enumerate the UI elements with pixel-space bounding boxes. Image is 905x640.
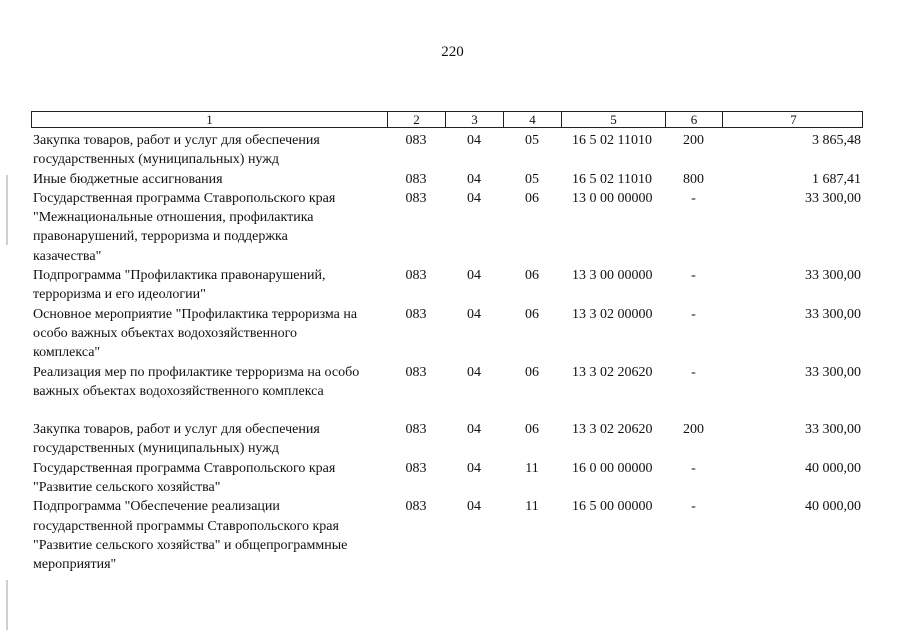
cell-subsection: 06 — [525, 190, 539, 206]
page-number: 220 — [441, 44, 464, 60]
row-name-line: "Развитие сельского хозяйства" — [33, 480, 221, 496]
column-header: 1 — [32, 112, 388, 127]
row-name-line: особо важных объектах водохозяйственного — [33, 325, 298, 341]
table-row — [31, 266, 863, 305]
cell-target-code: 13 3 02 20620 — [572, 422, 653, 438]
cell-section: 04 — [467, 460, 481, 476]
table-row — [31, 131, 863, 170]
cell-target-code: 13 3 02 00000 — [572, 306, 653, 322]
row-name-line: правонарушений, терроризма и поддержка — [33, 229, 288, 245]
row-name — [31, 459, 387, 498]
cell-expense-type: - — [691, 268, 696, 284]
cell-ministry: 083 — [405, 268, 427, 284]
cell-expense-type: - — [691, 190, 696, 206]
cell-amount: 33 300,00 — [805, 190, 861, 206]
row-name-line: важных объектах водохозяйственного комплекса — [33, 383, 324, 399]
cell-ministry: 083 — [405, 133, 427, 148]
column-header: 7 — [790, 112, 797, 127]
cell-expense-type: 800 — [683, 171, 704, 187]
row-name — [31, 363, 387, 402]
cell-target-code: 13 3 00 00000 — [572, 268, 653, 284]
cell-section: 04 — [467, 268, 481, 284]
row-name-line: Иные бюджетные ассигнования — [33, 171, 223, 187]
table-row — [31, 170, 863, 189]
row-name — [31, 305, 387, 363]
row-name — [31, 131, 387, 170]
cell-expense-type: 200 — [683, 422, 704, 438]
row-name-line: "Развитие сельского хозяйства" и общепрограммные — [33, 537, 348, 553]
row-name-line: Подпрограмма "Обеспечение реализации — [33, 499, 280, 515]
cell-subsection: 06 — [525, 422, 539, 438]
cell-expense-type: - — [691, 306, 696, 322]
row-name-line: государственных (муниципальных) нужд — [33, 441, 280, 457]
cell-amount: 33 300,00 — [805, 364, 861, 380]
cell-target-code: 16 5 02 11010 — [572, 133, 652, 148]
cell-subsection: 05 — [525, 171, 539, 187]
cell-section: 04 — [467, 306, 481, 322]
row-name-line: терроризма и его идеологии" — [33, 287, 206, 303]
table-body — [31, 131, 863, 575]
row-name-line: Основное мероприятие "Профилактика терроризма на — [33, 306, 358, 322]
cell-target-code: 16 5 00 00000 — [572, 499, 653, 515]
cell-section: 04 — [467, 364, 481, 380]
cell-amount: 40 000,00 — [805, 499, 861, 515]
row-name-line: Государственная программа Ставропольского края — [33, 460, 336, 476]
cell-amount: 40 000,00 — [805, 460, 861, 476]
cell-ministry: 083 — [405, 364, 427, 380]
row-name-line: Реализация мер по профилактике терроризма на особо — [33, 364, 360, 380]
table-row — [31, 363, 863, 402]
column-header: 5 — [562, 112, 666, 127]
cell-subsection: 06 — [525, 268, 539, 284]
row-name — [31, 266, 387, 305]
cell-section: 04 — [467, 171, 481, 187]
cell-ministry: 083 — [405, 460, 427, 476]
row-name — [31, 420, 387, 459]
cell-target-code: 16 0 00 00000 — [572, 460, 653, 476]
row-name-line: государственной программы Ставропольского края — [33, 518, 339, 534]
cell-amount: 33 300,00 — [805, 422, 861, 438]
row-name — [31, 170, 387, 189]
row-name-line: государственных (муниципальных) нужд — [33, 152, 280, 168]
table-row — [31, 305, 863, 363]
cell-amount: 33 300,00 — [805, 306, 861, 322]
cell-amount: 33 300,00 — [805, 268, 861, 284]
column-header: 3 — [446, 112, 504, 127]
cell-target-code: 13 3 02 20620 — [572, 364, 653, 380]
cell-ministry: 083 — [405, 499, 427, 515]
cell-expense-type: - — [691, 364, 696, 380]
cell-section: 04 — [467, 499, 481, 515]
table-row — [31, 420, 863, 459]
row-name-line: мероприятия" — [33, 557, 117, 573]
table-header — [31, 111, 863, 128]
column-header: 6 — [666, 112, 723, 127]
row-name — [31, 497, 387, 574]
cell-expense-type: - — [691, 499, 696, 515]
cell-subsection: 06 — [525, 364, 539, 380]
table-row — [31, 459, 863, 498]
row-name — [31, 189, 387, 266]
cell-subsection: 11 — [525, 499, 539, 515]
scan-edge-mark — [6, 175, 8, 245]
row-name-line: казачества" — [33, 248, 102, 264]
cell-target-code: 13 0 00 00000 — [572, 190, 653, 206]
cell-expense-type: 200 — [683, 133, 704, 148]
cell-subsection: 11 — [525, 460, 539, 476]
row-name-line: Закупка товаров, работ и услуг для обеспечения — [33, 422, 320, 438]
row-spacer — [31, 401, 863, 420]
row-name-line: комплекса" — [33, 345, 101, 361]
cell-amount: 3 865,48 — [812, 133, 861, 148]
column-header: 2 — [388, 112, 446, 127]
table-row — [31, 189, 863, 266]
row-name-line: "Межнациональные отношения, профилактика — [33, 210, 314, 226]
column-header: 4 — [504, 112, 562, 127]
cell-subsection: 06 — [525, 306, 539, 322]
scan-edge-mark — [6, 580, 8, 630]
cell-ministry: 083 — [405, 190, 427, 206]
cell-target-code: 16 5 02 11010 — [572, 171, 652, 187]
cell-amount: 1 687,41 — [812, 171, 861, 187]
cell-section: 04 — [467, 133, 481, 148]
cell-ministry: 083 — [405, 171, 427, 187]
row-name-line: Подпрограмма "Профилактика правонарушений, — [33, 268, 326, 284]
cell-section: 04 — [467, 190, 481, 206]
cell-ministry: 083 — [405, 422, 427, 438]
row-name-line: Закупка товаров, работ и услуг для обеспечения — [33, 133, 320, 148]
cell-subsection: 05 — [525, 133, 539, 148]
cell-section: 04 — [467, 422, 481, 438]
cell-ministry: 083 — [405, 306, 427, 322]
table-row — [31, 497, 863, 574]
cell-expense-type: - — [691, 460, 696, 476]
row-name-line: Государственная программа Ставропольского края — [33, 190, 336, 206]
